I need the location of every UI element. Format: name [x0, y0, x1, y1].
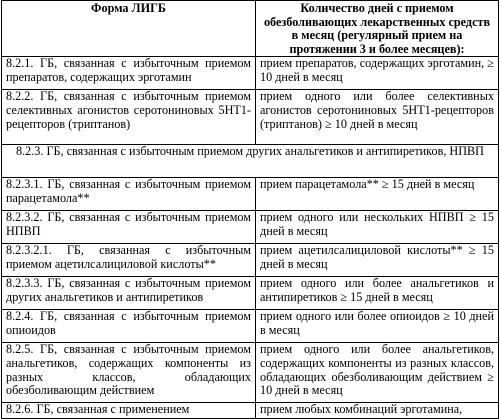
form-cell: 8.2.3.2. ГБ, связанная с избыточным приемом НПВП	[2, 211, 256, 244]
days-cell: прием любых комбинаций эрготамина,	[256, 403, 499, 419]
medication-overuse-headache-table	[1, 0, 499, 419]
table-row	[2, 343, 499, 403]
table-row	[2, 211, 499, 244]
form-cell: 8.2.4. ГБ, связанная с избыточным приемом опиоидов	[2, 310, 256, 343]
form-cell: 8.2.3.3. ГБ, связанная с избыточным приемом других анальгетиков и антипиретиков	[2, 277, 256, 310]
days-cell: прием одного или более анальгетиков и антипиретиков ≥ 15 дней в месяц	[256, 277, 499, 310]
table-header-row	[2, 1, 499, 57]
days-cell: прием одного или более опиоидов ≥ 10 дней в месяц	[256, 310, 499, 343]
table-row	[2, 310, 499, 343]
header-form: Форма ЛИГБ	[2, 1, 256, 57]
form-cell: 8.2.6. ГБ, связанная с применением	[2, 403, 256, 419]
table-row	[2, 277, 499, 310]
days-cell: прием ацетилсалициловой кислоты** ≥ 15 дней в месяц	[256, 244, 499, 277]
form-cell: 8.2.3.1. ГБ, связанная с избыточным приемом парацетамола**	[2, 178, 256, 211]
table-row	[2, 178, 499, 211]
days-cell: прием препаратов, содержащих эрготамин, ≥ 10 дней в месяц	[256, 57, 499, 90]
table-row	[2, 57, 499, 90]
table-row-merged	[2, 145, 499, 178]
table-row	[2, 244, 499, 277]
table-row	[2, 403, 499, 419]
header-days: Количество дней с приемом обезболивающих лекарственных средств в месяц (регулярный прием на протяжении 3 и более месяцев):	[256, 1, 499, 57]
days-cell: прием одного или более селективных агонистов серотониновых 5HT1-рецепторов (триптанов) ≥ 10 дней в месяц	[256, 90, 499, 145]
merged-cell: 8.2.3. ГБ, связанная с избыточным приемом других анальгетиков и антипиретиков, НПВП	[2, 145, 499, 178]
form-cell: 8.2.1. ГБ, связанная с избыточным приемом препаратов, содержащих эрготамин	[2, 57, 256, 90]
form-cell: 8.2.3.2.1. ГБ, связанная с избыточным приемом ацетилсалициловой кислоты**	[2, 244, 256, 277]
days-cell: прием одного или нескольких НПВП ≥ 15 дней в месяц	[256, 211, 499, 244]
table-row	[2, 90, 499, 145]
form-cell: 8.2.5. ГБ, связанная с избыточным приемом анальгетиков, содержащих компоненты из разных классов, обладающих обезболивающим действием	[2, 343, 256, 403]
days-cell: прием парацетамола** ≥ 15 дней в месяц	[256, 178, 499, 211]
form-cell: 8.2.2. ГБ, связанная с избыточным приемом селективных агонистов серотониновых 5HT1-рецепторов (триптанов)	[2, 90, 256, 145]
days-cell: прием одного или более анальгетиков, содержащих компоненты из разных классов, обладающих обезболивающим действием ≥ 10 дней в месяц	[256, 343, 499, 403]
